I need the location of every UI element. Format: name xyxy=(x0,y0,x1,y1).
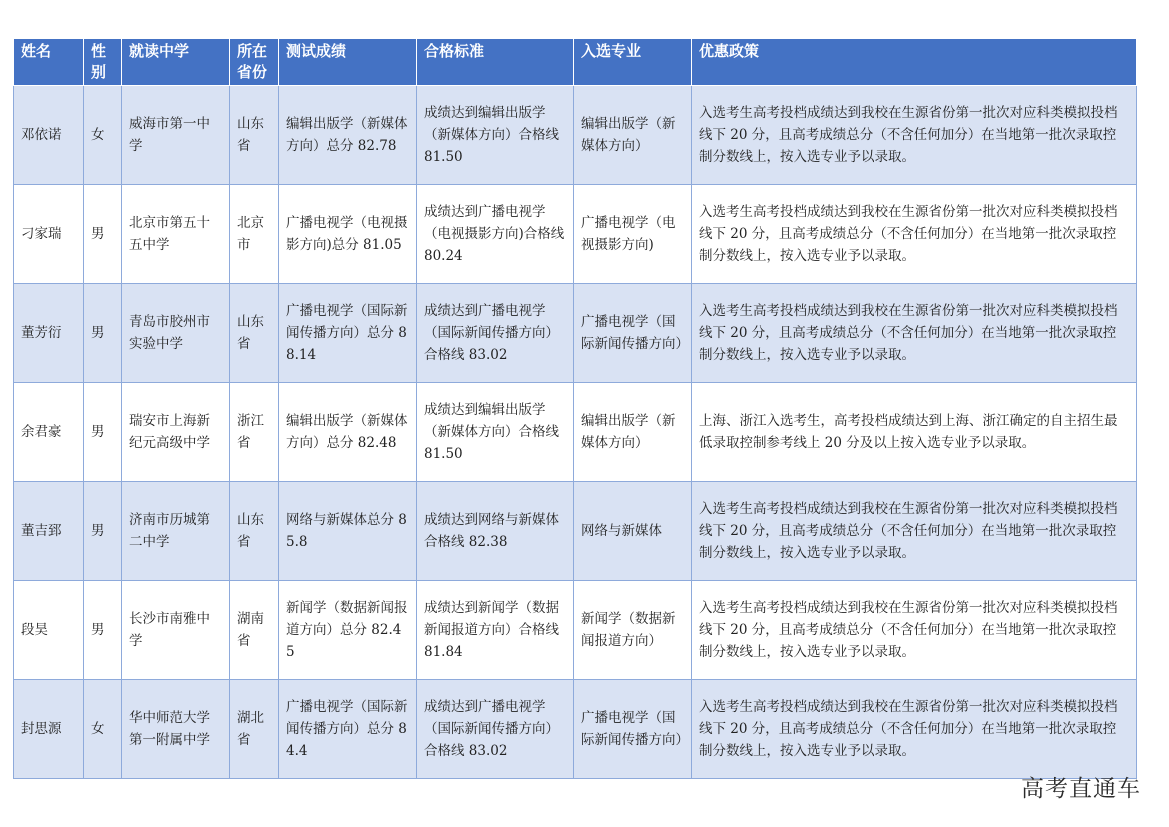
cell-gender: 男 xyxy=(84,185,122,284)
header-name: 姓名 xyxy=(14,39,84,86)
cell-school: 长沙市南雅中学 xyxy=(122,581,230,680)
cell-name: 刁家瑞 xyxy=(14,185,84,284)
table-row xyxy=(14,581,1137,680)
cell-test-score: 新闻学（数据新闻报道方向）总分 82.45 xyxy=(279,581,417,680)
cell-selected-major: 编辑出版学（新媒体方向） xyxy=(574,86,692,185)
cell-gender: 男 xyxy=(84,284,122,383)
table-header-row xyxy=(14,39,1137,86)
cell-test-score: 编辑出版学（新媒体方向）总分 82.48 xyxy=(279,383,417,482)
header-province: 所在省份 xyxy=(230,39,279,86)
cell-policy: 上海、浙江入选考生，高考投档成绩达到上海、浙江确定的自主招生最低录取控制参考线上 20 分及以上按入选专业予以录取。 xyxy=(692,383,1137,482)
cell-selected-major: 新闻学（数据新闻报道方向） xyxy=(574,581,692,680)
watermark-text: 高考直通车 xyxy=(1021,776,1141,802)
cell-test-score: 网络与新媒体总分 85.8 xyxy=(279,482,417,581)
cell-selected-major: 网络与新媒体 xyxy=(574,482,692,581)
cell-policy: 入选考生高考投档成绩达到我校在生源省份第一批次对应科类模拟投档线下 20 分，且高考成绩总分（不含任何加分）在当地第一批次录取控制分数线上，按入选专业予以录取。 xyxy=(692,581,1137,680)
cell-gender: 男 xyxy=(84,482,122,581)
cell-pass-standard: 成绩达到广播电视学（国际新闻传播方向）合格线 83.02 xyxy=(417,284,574,383)
cell-test-score: 编辑出版学（新媒体方向）总分 82.78 xyxy=(279,86,417,185)
cell-test-score: 广播电视学（电视摄影方向)总分 81.05 xyxy=(279,185,417,284)
header-test-score: 测试成绩 xyxy=(279,39,417,86)
cell-name: 封思源 xyxy=(14,680,84,779)
cell-policy: 入选考生高考投档成绩达到我校在生源省份第一批次对应科类模拟投档线下 20 分，且高考成绩总分（不含任何加分）在当地第一批次录取控制分数线上，按入选专业予以录取。 xyxy=(692,185,1137,284)
cell-school: 瑞安市上海新纪元高级中学 xyxy=(122,383,230,482)
cell-policy: 入选考生高考投档成绩达到我校在生源省份第一批次对应科类模拟投档线下 20 分，且高考成绩总分（不含任何加分）在当地第一批次录取控制分数线上，按入选专业予以录取。 xyxy=(692,680,1137,779)
cell-policy: 入选考生高考投档成绩达到我校在生源省份第一批次对应科类模拟投档线下 20 分，且高考成绩总分（不含任何加分）在当地第一批次录取控制分数线上，按入选专业予以录取。 xyxy=(692,284,1137,383)
cell-gender: 女 xyxy=(84,680,122,779)
cell-selected-major: 广播电视学（国际新闻传播方向） xyxy=(574,680,692,779)
cell-gender: 男 xyxy=(84,383,122,482)
cell-province: 北京市 xyxy=(230,185,279,284)
admission-table-container xyxy=(13,38,1136,779)
header-school: 就读中学 xyxy=(122,39,230,86)
header-gender: 性别 xyxy=(84,39,122,86)
admission-table xyxy=(13,38,1137,779)
cell-name: 余君豪 xyxy=(14,383,84,482)
cell-province: 山东省 xyxy=(230,284,279,383)
cell-name: 邓依诺 xyxy=(14,86,84,185)
cell-pass-standard: 成绩达到编辑出版学（新媒体方向）合格线 81.50 xyxy=(417,86,574,185)
cell-school: 青岛市胶州市实验中学 xyxy=(122,284,230,383)
cell-policy: 入选考生高考投档成绩达到我校在生源省份第一批次对应科类模拟投档线下 20 分，且高考成绩总分（不含任何加分）在当地第一批次录取控制分数线上，按入选专业予以录取。 xyxy=(692,482,1137,581)
header-selected-major: 入选专业 xyxy=(574,39,692,86)
cell-province: 山东省 xyxy=(230,482,279,581)
header-policy: 优惠政策 xyxy=(692,39,1137,86)
cell-province: 湖南省 xyxy=(230,581,279,680)
table-row xyxy=(14,86,1137,185)
cell-pass-standard: 成绩达到编辑出版学（新媒体方向）合格线 81.50 xyxy=(417,383,574,482)
cell-test-score: 广播电视学（国际新闻传播方向）总分 88.14 xyxy=(279,284,417,383)
cell-school: 北京市第五十五中学 xyxy=(122,185,230,284)
cell-pass-standard: 成绩达到广播电视学（电视摄影方向)合格线 80.24 xyxy=(417,185,574,284)
table-row xyxy=(14,284,1137,383)
cell-school: 济南市历城第二中学 xyxy=(122,482,230,581)
cell-pass-standard: 成绩达到网络与新媒体合格线 82.38 xyxy=(417,482,574,581)
cell-selected-major: 广播电视学（电视摄影方向) xyxy=(574,185,692,284)
cell-gender: 女 xyxy=(84,86,122,185)
table-row xyxy=(14,383,1137,482)
cell-policy: 入选考生高考投档成绩达到我校在生源省份第一批次对应科类模拟投档线下 20 分，且高考成绩总分（不含任何加分）在当地第一批次录取控制分数线上，按入选专业予以录取。 xyxy=(692,86,1137,185)
cell-gender: 男 xyxy=(84,581,122,680)
cell-name: 段昊 xyxy=(14,581,84,680)
cell-province: 湖北省 xyxy=(230,680,279,779)
cell-school: 华中师范大学第一附属中学 xyxy=(122,680,230,779)
table-row xyxy=(14,680,1137,779)
header-pass-standard: 合格标准 xyxy=(417,39,574,86)
cell-selected-major: 广播电视学（国际新闻传播方向） xyxy=(574,284,692,383)
cell-pass-standard: 成绩达到新闻学（数据新闻报道方向）合格线 81.84 xyxy=(417,581,574,680)
cell-test-score: 广播电视学（国际新闻传播方向）总分 84.4 xyxy=(279,680,417,779)
cell-province: 浙江省 xyxy=(230,383,279,482)
cell-school: 威海市第一中学 xyxy=(122,86,230,185)
cell-province: 山东省 xyxy=(230,86,279,185)
cell-name: 董吉郅 xyxy=(14,482,84,581)
table-row xyxy=(14,482,1137,581)
cell-pass-standard: 成绩达到广播电视学（国际新闻传播方向）合格线 83.02 xyxy=(417,680,574,779)
cell-name: 董芳衍 xyxy=(14,284,84,383)
table-row xyxy=(14,185,1137,284)
cell-selected-major: 编辑出版学（新媒体方向） xyxy=(574,383,692,482)
